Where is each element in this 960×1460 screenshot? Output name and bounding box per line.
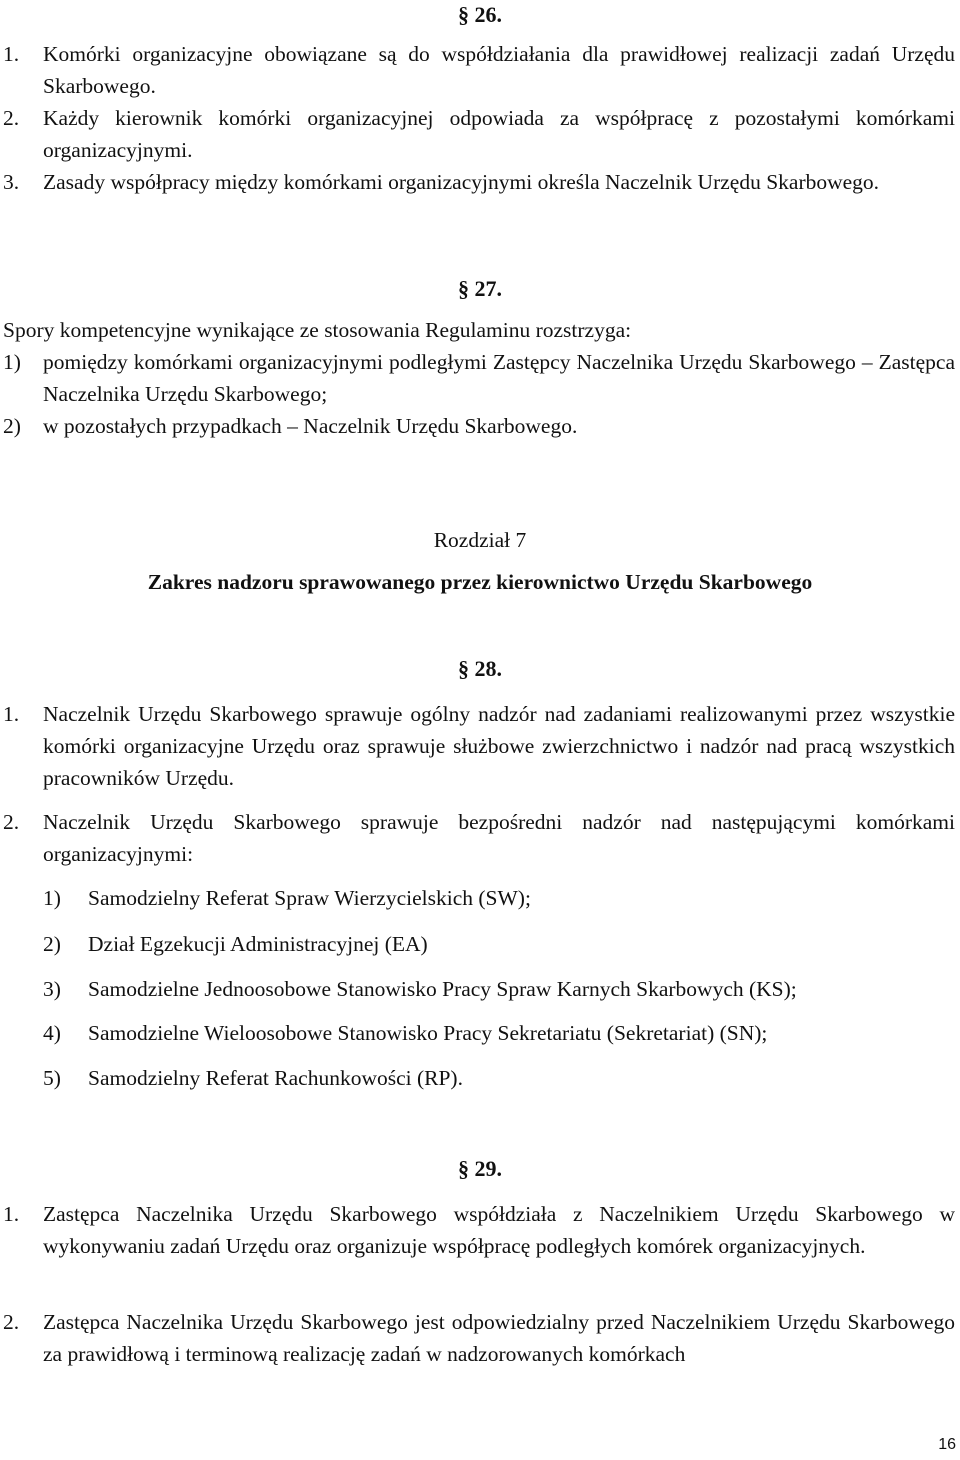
- s28-item-1: [0, 698, 955, 794]
- item-number: 1.: [3, 702, 20, 726]
- subitem-text: Samodzielne Wieloosobowe Stanowisko Pracy Sekretariatu (Sekretariat) (SN);: [88, 1021, 768, 1045]
- s28-subitem-1: [0, 882, 955, 914]
- section-heading-26: § 26.: [458, 2, 502, 27]
- s28-item-2: [0, 806, 955, 870]
- item-text: Zasady współpracy między komórkami organizacyjnymi określa Naczelnik Urzędu Skarbowego.: [43, 170, 880, 194]
- chapter-label: Rozdział 7: [433, 528, 527, 552]
- s27-intro: Spory kompetencyjne wynikające ze stosowania Regulaminu rozstrzyga:: [3, 318, 632, 342]
- s29-item-2: [0, 1306, 955, 1370]
- section-heading-27: § 27.: [458, 276, 502, 301]
- item-text: Naczelnik Urzędu Skarbowego sprawuje bezpośredni nadzór nad następującymi komórkami organizacyjnymi:: [43, 810, 955, 866]
- item-number: 1.: [3, 42, 20, 66]
- item-number: 1): [3, 350, 21, 374]
- item-number: 2.: [3, 106, 20, 130]
- s26-item-3: [0, 166, 955, 198]
- s26-item-1: [0, 38, 955, 102]
- s28-subitem-2: [0, 928, 955, 960]
- chapter-title: Zakres nadzoru sprawowanego przez kierownictwo Urzędu Skarbowego: [147, 570, 813, 594]
- item-text: Zastępca Naczelnika Urzędu Skarbowego współdziała z Naczelnikiem Urzędu Skarbowego w wykonywaniu zadań Urzędu oraz organizuje współpracę podległych komórek organizacyjnych.: [43, 1202, 955, 1258]
- item-text: Komórki organizacyjne obowiązane są do współdziałania dla prawidłowej realizacji zadań Urzędu Skarbowego.: [43, 42, 955, 98]
- s28-subitem-5: [0, 1062, 955, 1094]
- s28-subitem-4: [0, 1017, 955, 1049]
- item-text: Każdy kierownik komórki organizacyjnej odpowiada za współpracę z pozostałymi komórkami organizacyjnymi.: [43, 106, 955, 162]
- item-number: 3.: [3, 170, 20, 194]
- s26-item-2: [0, 102, 955, 166]
- section-heading-29: § 29.: [458, 1156, 502, 1181]
- s29-item-1: [0, 1198, 955, 1262]
- subitem-text: Dział Egzekucji Administracyjnej (EA): [88, 932, 428, 956]
- section-heading-28: § 28.: [458, 656, 502, 681]
- item-number: 2.: [3, 1310, 20, 1334]
- subitem-number: 2): [43, 932, 61, 956]
- subitem-number: 1): [43, 886, 61, 910]
- s28-subitem-3: [0, 973, 955, 1005]
- page-number: 16: [938, 1436, 956, 1453]
- item-number: 2): [3, 414, 21, 438]
- subitem-number: 4): [43, 1021, 61, 1045]
- item-text: Zastępca Naczelnika Urzędu Skarbowego jest odpowiedzialny przed Naczelnikiem Urzędu Skarbowego za prawidłową i terminową realizację zadań w nadzorowanych komórkach: [43, 1310, 955, 1366]
- item-number: 1.: [3, 1202, 20, 1226]
- item-number: 2.: [3, 810, 20, 834]
- item-text: pomiędzy komórkami organizacyjnymi podległymi Zastępcy Naczelnika Urzędu Skarbowego – Zastępca Naczelnika Urzędu Skarbowego;: [43, 350, 955, 406]
- subitem-text: Samodzielny Referat Spraw Wierzycielskich (SW);: [88, 886, 531, 910]
- s27-item-1: [0, 346, 955, 410]
- item-text: Naczelnik Urzędu Skarbowego sprawuje ogólny nadzór nad zadaniami realizowanymi przez wszystkie komórki organizacyjne Urzędu oraz sprawuje służbowe zwierzchnictwo i nadzór nad pracą wszystkich pracowników Urzędu.: [43, 702, 955, 790]
- subitem-number: 5): [43, 1066, 61, 1090]
- subitem-number: 3): [43, 977, 61, 1001]
- item-text: w pozostałych przypadkach – Naczelnik Urzędu Skarbowego.: [43, 414, 578, 438]
- subitem-text: Samodzielny Referat Rachunkowości (RP).: [88, 1066, 463, 1090]
- s27-item-2: [0, 410, 955, 442]
- subitem-text: Samodzielne Jednoosobowe Stanowisko Pracy Spraw Karnych Skarbowych (KS);: [88, 977, 797, 1001]
